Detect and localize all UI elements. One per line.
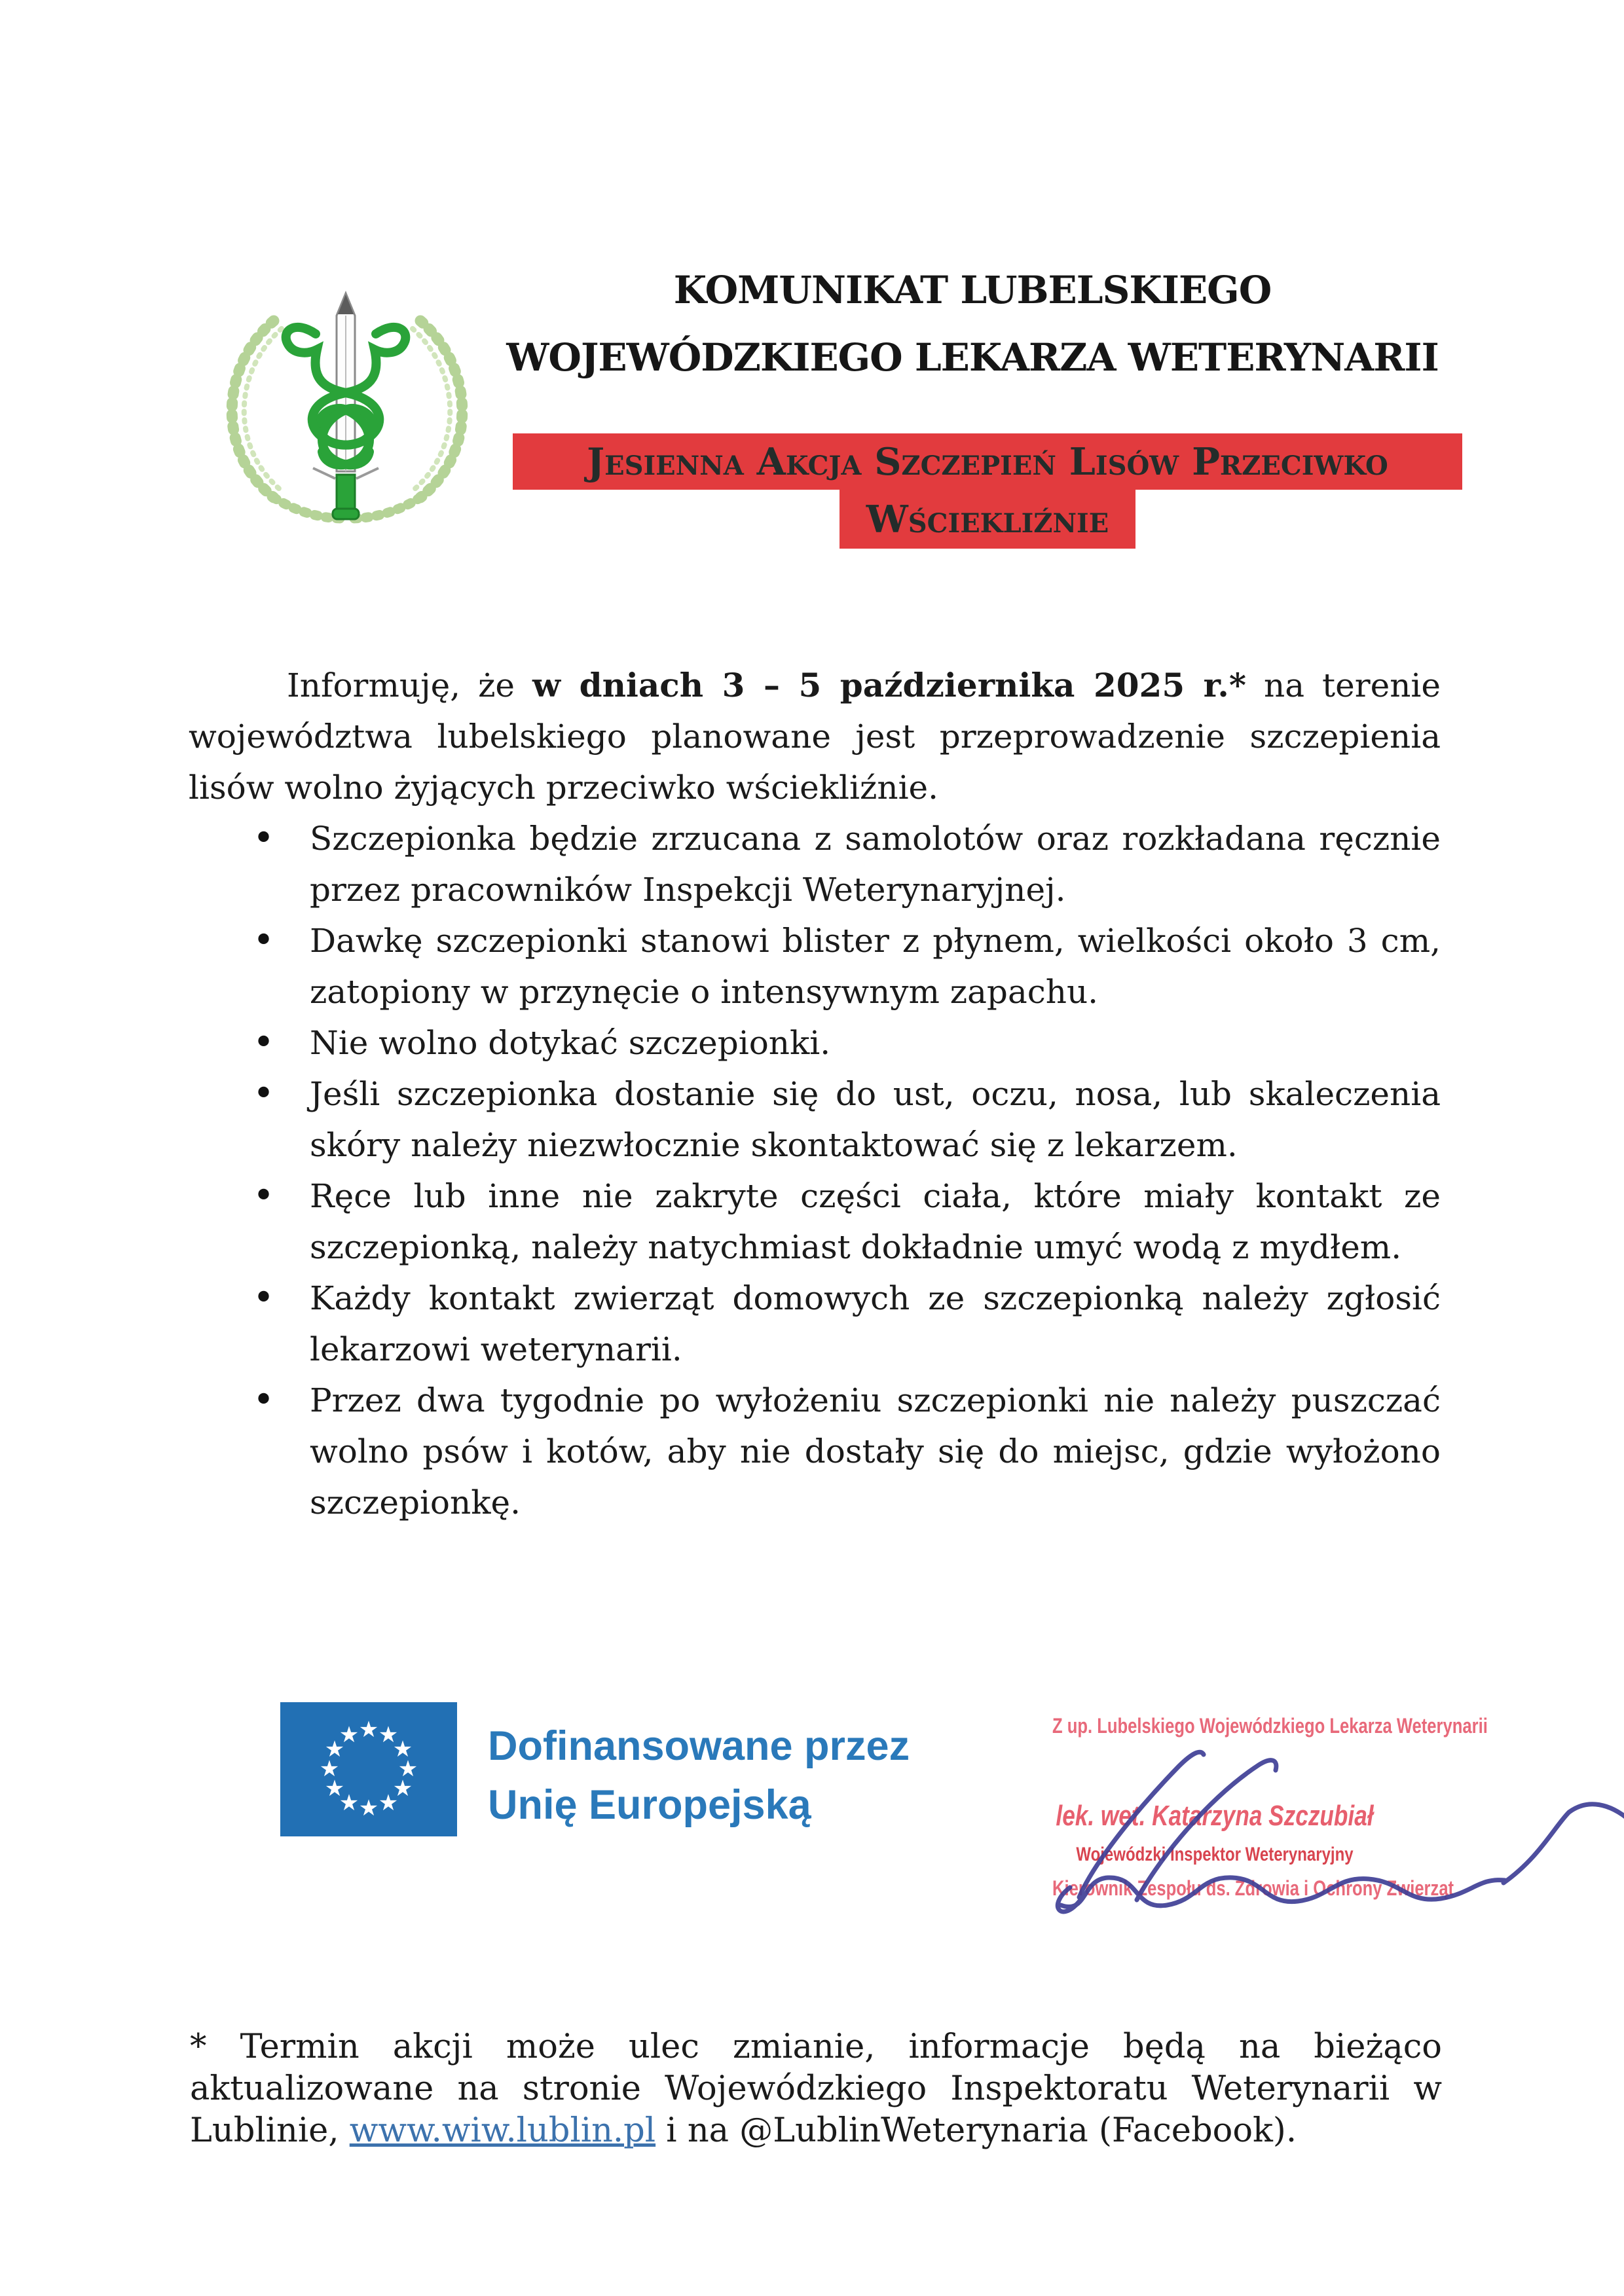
svg-text:★: ★ <box>324 1736 345 1762</box>
svg-text:★: ★ <box>378 1722 399 1748</box>
page-title-line2: WOJEWÓDZKIEGO LEKARZA WETERYNARII <box>506 335 1439 380</box>
intro-text-pre: Informuję, że <box>287 666 533 704</box>
campaign-banner-line1: Jesienna Akcja Szczepień Lisów Przeciwko <box>587 439 1388 484</box>
stamp-role-line: Kierownik Zespołu ds. Zdrowia i Ochrony Zwierząt <box>1052 1876 1454 1900</box>
announcement-body <box>189 660 1441 1528</box>
svg-text:★: ★ <box>324 1776 345 1802</box>
list-item: • Każdy kontakt zwierząt domowych ze szczepionką należy zgłosić lekarzowi weterynarii. <box>189 1273 1441 1375</box>
campaign-banner-line2: Wściekliźnie <box>866 497 1109 541</box>
list-item: • Dawkę szczepionki stanowi blister z płynem, wielkości około 3 cm, zatopiony w przynęcie o intensywnym zapachu. <box>189 915 1441 1017</box>
eu-funding-text <box>488 1717 910 1834</box>
footnote-text-pre: * Termin akcji może ulec zmianie, informacje będą na bieżąco aktualizowane na stronie Wojewódzkiego Inspektoratu Weterynarii w Lublinie, <box>190 2028 1442 2150</box>
veterinary-caduceus-logo <box>196 282 498 543</box>
page-title <box>458 257 1486 392</box>
campaign-banner-top-bar <box>513 433 1462 490</box>
svg-text:★: ★ <box>378 1790 399 1816</box>
instruction-list <box>189 813 1441 1528</box>
intro-text-dates: w dniach 3 – 5 października 2025 r.* <box>532 666 1246 704</box>
svg-text:★: ★ <box>339 1790 360 1816</box>
stamp-authority-line: Z up. Lubelskiego Wojewódzkiego Lekarza Weterynarii <box>1052 1714 1488 1738</box>
campaign-banner-bottom-bar <box>840 490 1135 549</box>
footnote-text-post: i na @LublinWeterynaria (Facebook). <box>655 2111 1297 2150</box>
eu-funding-line2: Unię Europejską <box>488 1782 811 1828</box>
wiw-lublin-link[interactable]: www.wiw.lublin.pl <box>349 2111 656 2150</box>
list-item: • Jeśli szczepionka dostanie się do ust, oczu, nosa, lub skaleczenia skóry należy niezwłocznie skontaktować się z lekarzem. <box>189 1068 1441 1171</box>
stamp-name-line: lek. wet. Katarzyna Szczubiał <box>1056 1800 1374 1832</box>
intro-text-post: na terenie województwa lubelskiego planowane jest przeprowadzenie szczepienia lisów wolno żyjących przeciwko wściekliźnie. <box>189 666 1441 807</box>
eu-funding-line1: Dofinansowane przez <box>488 1723 910 1769</box>
list-item: • Ręce lub inne nie zakryte części ciała, które miały kontakt ze szczepionką, należy natychmiast dokładnie umyć wodą z mydłem. <box>189 1171 1441 1273</box>
stamp-position-line: Wojewódzki Inspektor Weterynaryjny <box>1076 1844 1354 1865</box>
svg-text:★: ★ <box>392 1736 413 1762</box>
intro-paragraph <box>189 660 1441 813</box>
svg-text:★: ★ <box>358 1717 379 1743</box>
footnote <box>190 2026 1442 2152</box>
list-item: • Szczepionka będzie zrzucana z samolotów oraz rozkładana ręcznie przez pracowników Inspekcji Weterynaryjnej. <box>189 813 1441 915</box>
svg-text:★: ★ <box>392 1776 413 1802</box>
page-title-line1: KOMUNIKAT LUBELSKIEGO <box>673 268 1272 312</box>
svg-text:★: ★ <box>397 1756 418 1782</box>
list-item: • Przez dwa tygodnie po wyłożeniu szczepionki nie należy puszczać wolno psów i kotów, aby nie dostały się do miejsc, gdzie wyłożono szczepionkę. <box>189 1375 1441 1528</box>
svg-text:★: ★ <box>319 1756 340 1782</box>
list-item: • Nie wolno dotykać szczepionki. <box>189 1017 1441 1068</box>
handwritten-signature <box>982 1689 1624 1925</box>
svg-text:★: ★ <box>358 1795 379 1821</box>
svg-text:★: ★ <box>339 1722 360 1748</box>
campaign-banner <box>513 433 1462 549</box>
eu-flag-icon <box>280 1702 458 1836</box>
